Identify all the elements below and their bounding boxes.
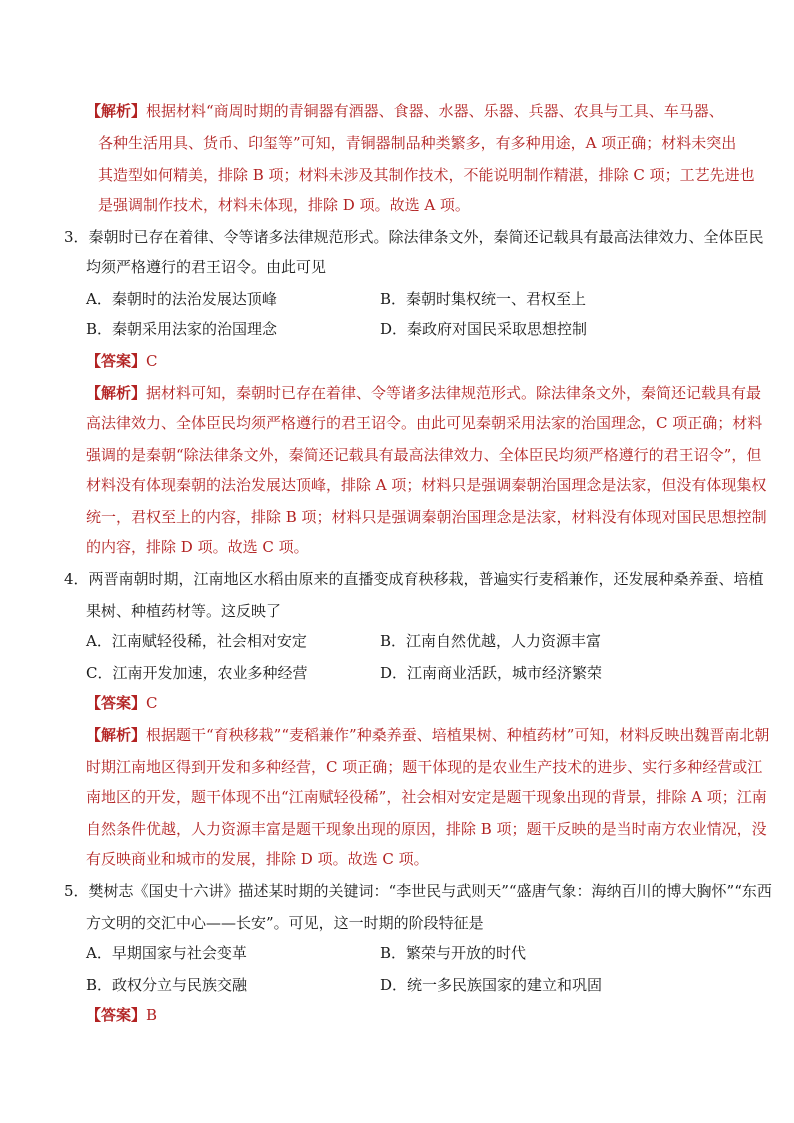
q5-answer — [86, 1004, 157, 1026]
q3-option-b: B．秦朝时集权统一、君权至上 — [380, 290, 587, 308]
q3-option-c: B．秦朝采用法家的治国理念 — [86, 320, 278, 338]
q3-stem-line-2: 均须严格遵行的君王诏令。由此可见 — [86, 258, 327, 276]
q4-option-a: A．江南赋轻役稀，社会相对安定 — [86, 632, 307, 650]
q4-option-d: D．江南商业活跃，城市经济繁荣 — [380, 664, 603, 682]
q5-stem-line-1: 5．樊树志《国史十六讲》描述某时期的关键词：“李世民与武则天”“盛唐气象：海纳百川的博大胸怀”“东西 — [64, 882, 772, 900]
q3-option-d: D．秦政府对国民采取思想控制 — [380, 320, 588, 338]
q4-stem-line-2: 果树、种植药材等。这反映了 — [86, 602, 282, 620]
q2-analysis-line-3: 其造型如何精美，排除 B 项；材料未涉及其制作技术，不能说明制作精湛，排除 C 项；工艺先进也 — [98, 166, 755, 184]
q4-analysis-line-2: 时期江南地区得到开发和多种经营，C 项正确；题干体现的是农业生产技术的进步、实行多种经营或江 — [86, 758, 763, 776]
q4-answer — [86, 692, 158, 714]
q2-analysis-line-4: 是强调制作技术，材料未体现，排除 D 项。故选 A 项。 — [98, 196, 470, 214]
q4-analysis-line-4: 自然条件优越，人力资源丰富是题干现象出现的原因，排除 B 项；题干反映的是当时南方农业情况，没 — [86, 820, 767, 838]
q4-analysis-line-3: 南地区的开发，题干体现不出“江南赋轻役稀”，社会相对安定是题干现象出现的背景，排除 A 项；江南 — [86, 788, 767, 806]
q5-option-d: D．统一多民族国家的建立和巩固 — [380, 976, 603, 994]
q3-analysis-line-3: 强调的是秦朝“除法律条文外，秦简还记载具有最高法律效力、全体臣民均须严格遵行的君王诏令”，但 — [86, 446, 762, 464]
answer-tag: 【答案】 — [86, 1006, 147, 1024]
answer-value: B — [146, 1006, 158, 1024]
answer-value: C — [146, 694, 158, 712]
q3-analysis-line-4: 材料没有体现秦朝的法治发展达顶峰，排除 A 项；材料只是强调秦朝治国理念是法家，但没有体现集权 — [86, 476, 767, 494]
q4-analysis-line-5: 有反映商业和城市的发展，排除 D 项。故选 C 项。 — [86, 850, 429, 868]
q3-stem-line-1: 3．秦朝时已存在着律、令等诸多法律规范形式。除法律条文外，秦简还记载具有最高法律效力、全体臣民 — [64, 228, 764, 246]
q3-option-a: A．秦朝时的法治发展达顶峰 — [86, 290, 277, 308]
analysis-tag: 【解析】 — [86, 726, 147, 744]
question-number: 3． — [64, 228, 89, 246]
q2-analysis-line-2: 各种生活用具、货币、印玺等”可知，青铜器制品种类繁多，有多种用途，A 项正确；材料未突出 — [98, 134, 737, 152]
q5-option-c: B．政权分立与民族交融 — [86, 976, 248, 994]
question-number: 4． — [64, 570, 89, 588]
q4-option-b: B．江南自然优越，人力资源丰富 — [380, 632, 602, 650]
q3-analysis-line-5: 统一，君权至上的内容，排除 B 项；材料只是强调秦朝治国理念是法家，材料没有体现对国民思想控制 — [86, 508, 767, 526]
q4-stem-line-1: 4．两晋南朝时期，江南地区水稻由原来的直播变成育秧移栽，普遍实行麦稻兼作，还发展种桑养蚕、培植 — [64, 570, 764, 588]
q3-answer — [86, 350, 158, 372]
answer-value: C — [146, 352, 158, 370]
analysis-tag: 【解析】 — [86, 384, 147, 402]
q3-analysis-line-1: 【解析】据材料可知，秦朝时已存在着律、令等诸多法律规范形式。除法律条文外，秦简还记载具有最 — [86, 384, 762, 402]
question-number: 5． — [64, 882, 89, 900]
q5-option-a: A．早期国家与社会变革 — [86, 944, 247, 962]
q5-stem-line-2: 方文明的交汇中心——长安”。可见，这一时期的阶段特征是 — [86, 914, 484, 932]
answer-tag: 【答案】 — [86, 352, 147, 370]
q4-option-c: C．江南开发加速，农业多种经营 — [86, 664, 308, 682]
analysis-tag: 【解析】 — [86, 102, 147, 120]
q3-analysis-line-2: 高法律效力、全体臣民均须严格遵行的君王诏令。由此可见秦朝采用法家的治国理念，C 项正确；材料 — [86, 414, 763, 432]
answer-tag: 【答案】 — [86, 694, 147, 712]
q4-analysis-line-1: 【解析】根据题干“育秧移栽”“麦稻兼作”种桑养蚕、培植果树、种植药材”可知，材料反映出魏晋南北朝 — [86, 726, 770, 744]
q5-option-b: B．繁荣与开放的时代 — [380, 944, 527, 962]
q3-analysis-line-6: 的内容，排除 D 项。故选 C 项。 — [86, 538, 309, 556]
q2-analysis-line-1: 【解析】根据材料“商周时期的青铜器有酒器、食器、水器、乐器、兵器、农具与工具、车马器、 — [86, 102, 724, 120]
